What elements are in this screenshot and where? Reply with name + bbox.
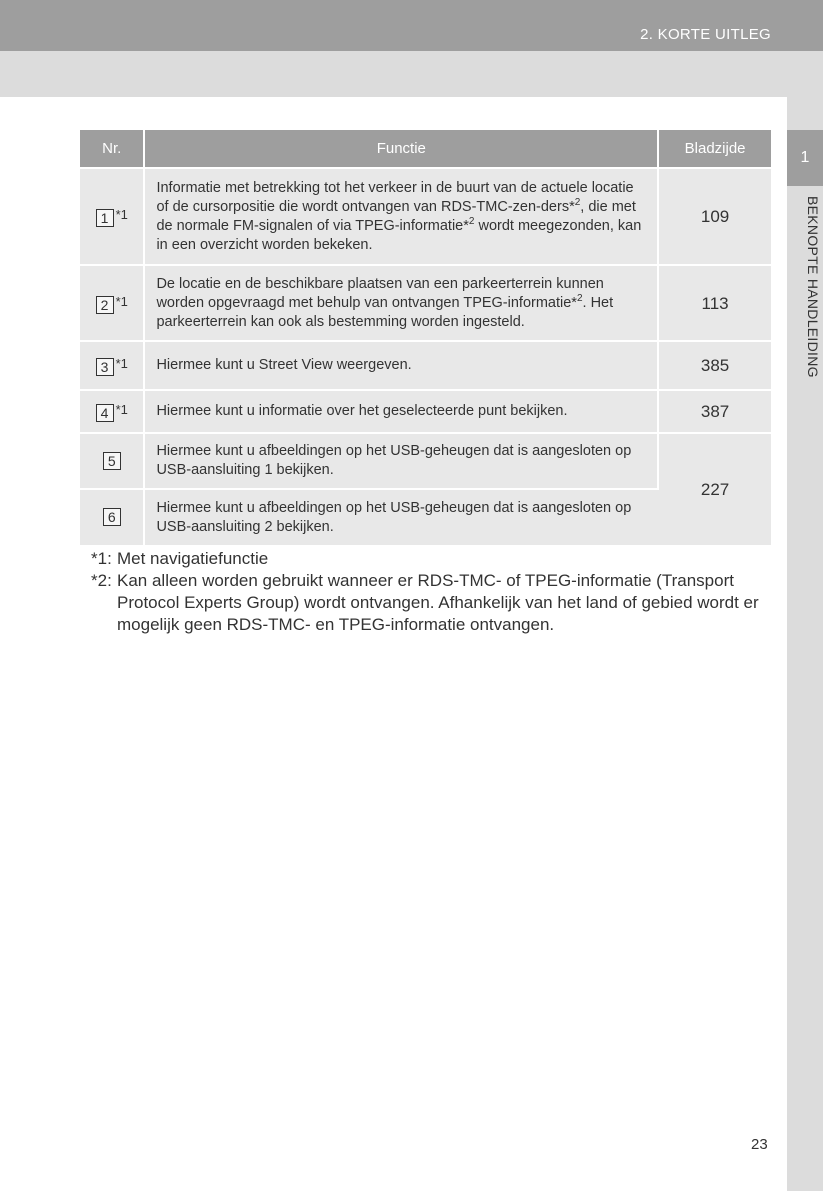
function-text-cell: Hiermee kunt u afbeeldingen op het USB-geheugen dat is aangesloten op USB-aansluiting 1 bekijken. (144, 433, 658, 489)
function-table (80, 130, 771, 545)
function-text-cell: Hiermee kunt u informatie over het geselecteerde punt bekijken. (144, 390, 658, 433)
function-text-cell: Hiermee kunt u Street View weergeven. (144, 341, 658, 390)
table-row (80, 168, 771, 265)
superscript: 2 (468, 215, 475, 227)
number-box: 1 (96, 209, 114, 227)
row-number-cell (80, 265, 144, 341)
column-header-bladzijde: Bladzijde (658, 130, 771, 168)
table-header-row (80, 130, 771, 168)
number-box: 2 (96, 296, 114, 314)
chapter-tab: 1 (787, 130, 823, 186)
page-ref: 113 (658, 265, 771, 341)
page-ref: 385 (658, 341, 771, 390)
footnote (91, 548, 771, 570)
table-row (80, 390, 771, 433)
superscript: 2 (576, 292, 583, 304)
footnote-mark: *1 (115, 207, 128, 222)
table-row (80, 265, 771, 341)
chapter-label: BEKNOPTE HANDLEIDING (805, 196, 821, 378)
function-text: De locatie en de beschikbare plaatsen van een parkeerterrein kunnen worden opgevraagd met behulp van ontvangen TPEG-informatie* (156, 275, 604, 311)
number-box: 5 (103, 452, 121, 470)
function-text-cell (144, 265, 658, 341)
footnote-mark: *1 (115, 356, 128, 371)
table-row (80, 433, 771, 489)
page-ref: 227 (658, 433, 771, 545)
footnote-text: Met navigatiefunctie (117, 549, 269, 568)
number-box: 4 (96, 404, 114, 422)
function-text: . Het parkeerterrein kan ook als bestemming worden ingesteld. (156, 294, 614, 330)
row-number-cell (80, 341, 144, 390)
footnote (91, 570, 771, 636)
footnote-marker: *1: (91, 549, 112, 568)
function-text-cell: Hiermee kunt u afbeeldingen op het USB-geheugen dat is aangesloten op USB-aansluiting 2 bekijken. (144, 489, 658, 545)
row-number-cell (80, 489, 144, 545)
page-ref: 109 (658, 168, 771, 265)
function-text: Informatie met betrekking tot het verkeer in de buurt van de actuele locatie of de cursorpositie die wordt ontvangen van RDS-TMC-zen-ders* (156, 179, 634, 215)
page-ref: 387 (658, 390, 771, 433)
footnotes (91, 548, 771, 636)
row-number-cell (80, 433, 144, 489)
header-sub-band (0, 51, 823, 97)
number-box: 6 (103, 508, 121, 526)
row-number-cell (80, 168, 144, 265)
table-row (80, 341, 771, 390)
footnote-marker: *2: (91, 571, 112, 590)
footnote-text: Kan alleen worden gebruikt wanneer er RDS-TMC- of TPEG-informatie (Transport Protocol Experts Group) wordt ontvangen. Afhankelijk van het land of gebied wordt er mogelijk geen RDS-TMC- en TPEG-informatie ontvangen. (117, 571, 759, 634)
superscript: 2 (574, 196, 581, 208)
number-box: 3 (96, 358, 114, 376)
page-number: 23 (751, 1136, 768, 1153)
function-text: wordt meegezonden, kan in een overzicht worden bekeken. (156, 217, 642, 253)
column-header-functie: Functie (144, 130, 658, 168)
column-header-nr: Nr. (80, 130, 144, 168)
footnote-mark: *1 (115, 402, 128, 417)
function-text-cell (144, 168, 658, 265)
section-title: 2. KORTE UITLEG (640, 26, 771, 43)
function-text: , die met de normale FM-signalen of via TPEG-informatie* (156, 198, 636, 234)
footnote-mark: *1 (115, 293, 128, 309)
row-number-cell (80, 390, 144, 433)
